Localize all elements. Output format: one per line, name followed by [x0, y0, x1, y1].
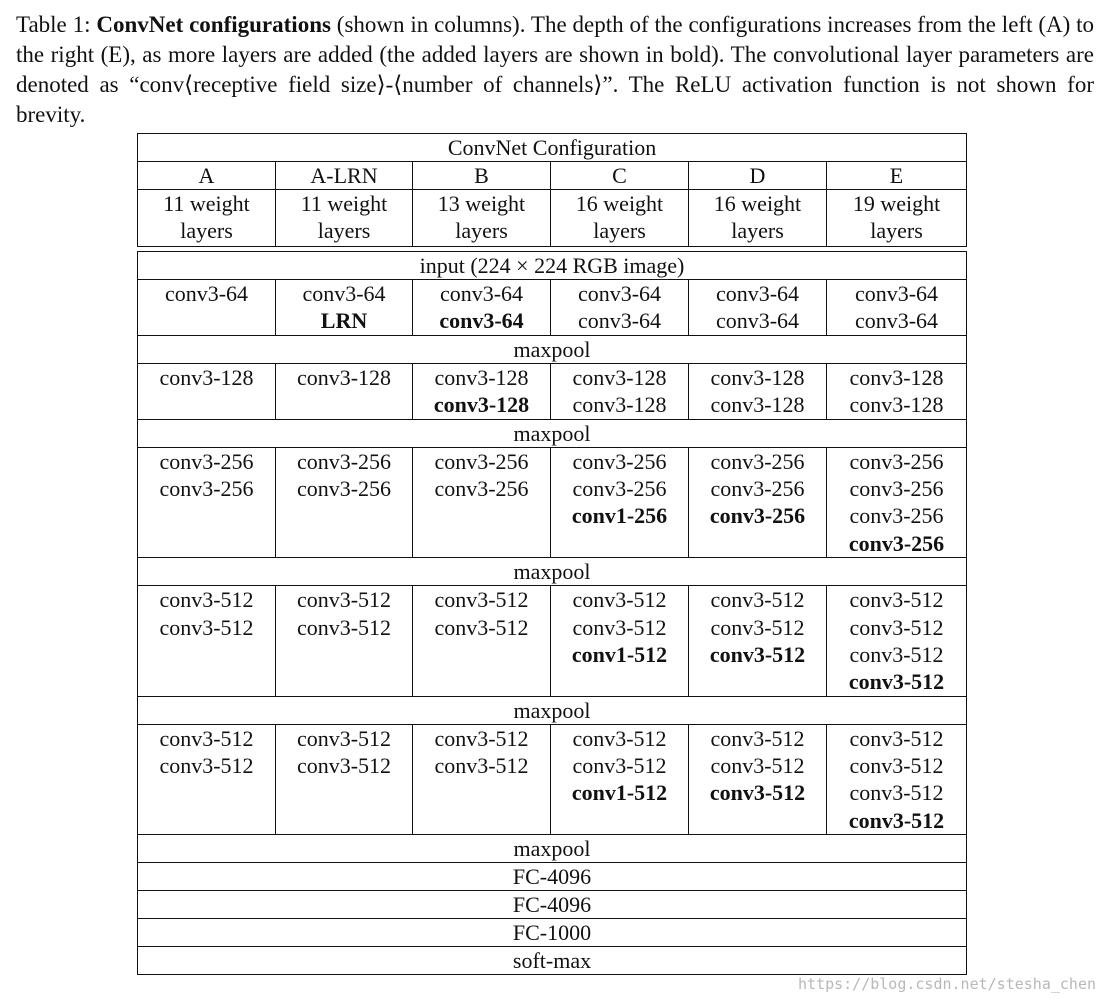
- layer-cell: [827, 280, 967, 336]
- layer: conv3-256: [434, 475, 529, 501]
- layer: conv3-512: [159, 614, 254, 640]
- layer: conv3-512: [296, 614, 392, 640]
- layer: conv3-512: [710, 753, 805, 779]
- layer: conv3-256: [159, 448, 254, 474]
- table-row-span: [138, 558, 967, 586]
- config-table-body: [137, 251, 967, 975]
- layer-span-cell: maxpool: [138, 558, 967, 586]
- layer-cell: [551, 280, 689, 336]
- table-row-span: [138, 947, 967, 975]
- layer-span-cell: maxpool: [138, 696, 967, 724]
- layer: conv3-256: [710, 448, 805, 474]
- table-row: [138, 447, 967, 558]
- layer-cell: [827, 586, 967, 697]
- table-row-span: [138, 835, 967, 863]
- layer-span-cell: input (224 × 224 RGB image): [138, 252, 967, 280]
- layer-cell: [689, 363, 827, 419]
- layer: conv3-128: [710, 392, 805, 418]
- caption-label: Table 1:: [16, 12, 97, 37]
- config-table-header: [137, 133, 967, 247]
- layer: conv3-64: [854, 281, 939, 306]
- layer: conv3-512: [296, 725, 392, 751]
- layer: conv3-512: [296, 587, 392, 613]
- layer-span-cell: soft-max: [138, 947, 967, 975]
- layer-cell: [551, 724, 689, 835]
- column-name: A-LRN: [276, 162, 413, 190]
- layer-cell: [276, 724, 413, 835]
- added-layer: conv1-256: [571, 503, 668, 529]
- layer: conv3-128: [296, 364, 392, 390]
- layer-span-cell: FC-4096: [138, 863, 967, 891]
- layer: conv3-512: [572, 725, 667, 751]
- column-depth: 11 weight layers: [276, 190, 413, 247]
- added-layer: conv1-512: [571, 780, 668, 806]
- layer-cell: [551, 447, 689, 558]
- layer-cell: [138, 447, 276, 558]
- layer: conv3-64: [577, 281, 662, 306]
- layer-cell: [827, 363, 967, 419]
- layer-cell: [138, 724, 276, 835]
- layer-span-cell: maxpool: [138, 835, 967, 863]
- layer: conv3-512: [849, 587, 944, 613]
- added-layer: conv3-512: [709, 641, 806, 667]
- layer-cell: [276, 363, 413, 419]
- layer: conv3-512: [572, 587, 667, 613]
- layer: conv3-512: [572, 614, 667, 640]
- table-row-span: [138, 335, 967, 363]
- layer: conv3-64: [439, 281, 524, 306]
- added-layer: conv3-64: [439, 308, 524, 334]
- layer: conv3-128: [849, 392, 944, 418]
- layer: conv3-256: [849, 503, 944, 529]
- layer: conv3-256: [296, 448, 392, 474]
- table-caption: [16, 10, 1094, 130]
- layer-cell: [138, 586, 276, 697]
- layer-span-cell: FC-1000: [138, 919, 967, 947]
- column-depth: 16 weight layers: [689, 190, 827, 247]
- config-title: ConvNet Configuration: [138, 134, 967, 162]
- layer-cell: [276, 447, 413, 558]
- layer-cell: [827, 447, 967, 558]
- table-row-span: [138, 863, 967, 891]
- layer: conv3-64: [577, 308, 662, 334]
- layer: conv3-64: [854, 308, 939, 334]
- layer-cell: [276, 280, 413, 336]
- column-name: C: [551, 162, 689, 190]
- layer: conv3-256: [849, 475, 944, 501]
- layer: conv3-512: [434, 587, 529, 613]
- table-row: [138, 724, 967, 835]
- layer-cell: [138, 280, 276, 336]
- layer-cell: [413, 363, 551, 419]
- added-layer: conv3-256: [848, 530, 945, 556]
- layer: conv3-512: [849, 641, 944, 667]
- added-layer: conv3-512: [709, 780, 806, 806]
- layer: conv3-256: [710, 475, 805, 501]
- layer: conv3-512: [710, 614, 805, 640]
- table-row: [138, 363, 967, 419]
- table-row: [138, 280, 967, 336]
- layer: conv3-64: [164, 281, 249, 306]
- layer: conv3-512: [710, 725, 805, 751]
- layer-cell: [689, 724, 827, 835]
- layer: conv3-512: [296, 753, 392, 779]
- column-name: B: [413, 162, 551, 190]
- table-row-span: [138, 696, 967, 724]
- table-row: [138, 586, 967, 697]
- layer: conv3-128: [710, 364, 805, 390]
- table-row-span: [138, 919, 967, 947]
- layer-cell: [276, 586, 413, 697]
- table-row-span: [138, 891, 967, 919]
- layer: conv3-64: [302, 281, 386, 306]
- added-layer: conv3-256: [709, 503, 806, 529]
- added-layer: conv3-512: [848, 807, 945, 833]
- layer: conv3-512: [849, 753, 944, 779]
- layer: conv3-64: [715, 281, 800, 306]
- layer-cell: [413, 586, 551, 697]
- layer: conv3-128: [159, 364, 254, 390]
- layer-cell: [138, 363, 276, 419]
- layer: conv3-256: [572, 448, 667, 474]
- column-name: E: [827, 162, 967, 190]
- layer: conv3-256: [849, 448, 944, 474]
- added-layer: LRN: [320, 308, 368, 334]
- layer-cell: [413, 280, 551, 336]
- layer: conv3-512: [572, 753, 667, 779]
- table-row-span: [138, 419, 967, 447]
- layer-cell: [413, 447, 551, 558]
- layer: conv3-512: [159, 725, 254, 751]
- added-layer: conv3-128: [433, 392, 530, 418]
- layer: conv3-512: [434, 725, 529, 751]
- layer-cell: [413, 724, 551, 835]
- layer: conv3-256: [572, 475, 667, 501]
- column-depth: 16 weight layers: [551, 190, 689, 247]
- layer: conv3-64: [715, 308, 800, 334]
- layer: conv3-256: [434, 448, 529, 474]
- caption-bold-title: ConvNet configurations: [96, 12, 331, 37]
- layer-cell: [689, 447, 827, 558]
- watermark: https://blog.csdn.net/stesha_chen: [797, 975, 1096, 993]
- column-name: A: [138, 162, 276, 190]
- layer-cell: [827, 724, 967, 835]
- layer-cell: [551, 363, 689, 419]
- layer: conv3-512: [849, 614, 944, 640]
- layer-cell: [689, 586, 827, 697]
- layer: conv3-512: [434, 614, 529, 640]
- column-depth: 19 weight layers: [827, 190, 967, 247]
- layer: conv3-128: [572, 392, 667, 418]
- table-row-span: [138, 252, 967, 280]
- caption-text: (shown in columns). The depth of the configurations increases from the left (A) to the right (E), as more layers are added (the added layers are shown in bold). The convolutional layer parameters are denoted as “conv⟨receptive field size⟩-⟨number of channels⟩”. The ReLU activation function is not shown for brevity.: [16, 12, 1094, 127]
- layer: conv3-512: [159, 587, 254, 613]
- layer-cell: [689, 280, 827, 336]
- layer: conv3-512: [849, 780, 944, 806]
- layer: conv3-128: [572, 364, 667, 390]
- layer: conv3-512: [710, 587, 805, 613]
- layer-cell: [551, 586, 689, 697]
- layer-span-cell: FC-4096: [138, 891, 967, 919]
- column-depth: 11 weight layers: [138, 190, 276, 247]
- layer: conv3-128: [849, 364, 944, 390]
- layer: conv3-512: [159, 753, 254, 779]
- column-name: D: [689, 162, 827, 190]
- added-layer: conv1-512: [571, 641, 668, 667]
- layer: conv3-128: [434, 364, 529, 390]
- layer: conv3-512: [849, 725, 944, 751]
- added-layer: conv3-512: [848, 669, 945, 695]
- column-depth: 13 weight layers: [413, 190, 551, 247]
- layer: conv3-512: [434, 753, 529, 779]
- layer-span-cell: maxpool: [138, 335, 967, 363]
- layer: conv3-256: [296, 475, 392, 501]
- layer-span-cell: maxpool: [138, 419, 967, 447]
- layer: conv3-256: [159, 475, 254, 501]
